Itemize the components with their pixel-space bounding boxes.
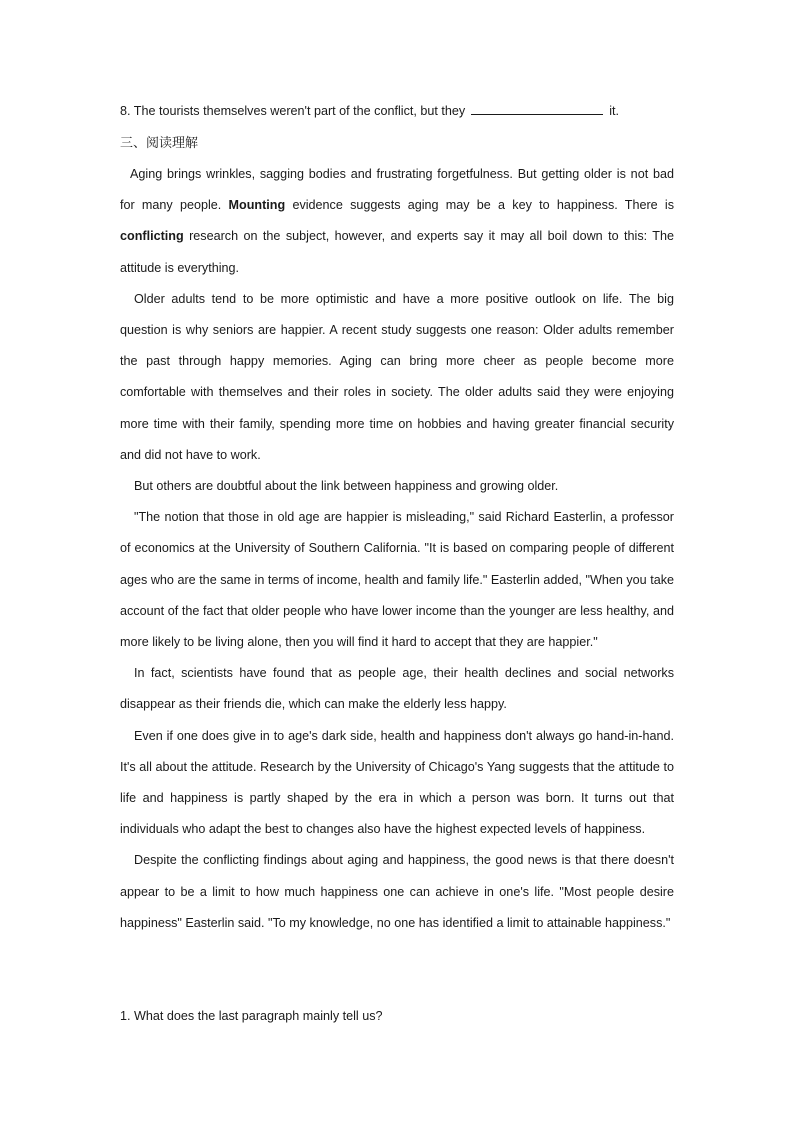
paragraph-2: Older adults tend to be more optimistic and have a more positive outlook on life. The big question is why seniors are happier. A recent study suggests one reason: Older adults remember the past through happy memories. Aging can bring more cheer as people become more comfortable with themselves and their roles in society. The older adults said they were enjoying more time with their family, spending more time on hobbies and having greater financial security and did not have to work. xyxy=(120,291,674,462)
paragraph-1-text-c: evidence suggests aging may be a key to happiness. There is xyxy=(292,198,675,213)
section-title: 三、阅读理解 xyxy=(120,136,199,151)
paragraph-1 xyxy=(120,159,674,284)
question-8 xyxy=(120,96,674,127)
paragraph-1-text-d: research on the subject, however, and experts say it may all boil down to this: The attitude is everything. xyxy=(120,229,675,275)
paragraph-4: "The notion that those in old age are happier is misleading," said Richard Easterlin, a professor of economics at the University of Southern California. "It is based on comparing people of different ages who are the same in terms of income, health and family life." Easterlin added, "When you take account of the fact that older people who have lower income than the younger are less healthy, and more likely to be living alone, then you will find it hard to accept that they are happier." xyxy=(120,510,674,650)
bold-word-mounting: Mounting xyxy=(228,198,286,213)
question-8-tail: it. xyxy=(609,104,619,118)
bold-word-conflicting: conflicting xyxy=(120,229,184,244)
question-8-text: 8. The tourists themselves weren't part of the conflict, but they xyxy=(120,104,466,118)
paragraph-3: But others are doubtful about the link between happiness and growing older. xyxy=(134,479,559,494)
question-1: 1. What does the last paragraph mainly tell us? xyxy=(120,1009,383,1023)
reading-passage xyxy=(120,159,674,939)
paragraph-6: Even if one does give in to age's dark side, health and happiness don't always go hand-in-hand. It's all about the attitude. Research by the University of Chicago's Yang suggests that the attitude to life and happiness is partly shaped by the era in which a person was born. It turns out that individuals who adapt the best to changes also have the highest expected levels of happiness. xyxy=(120,728,674,837)
paragraph-1-text-a: Aging brings wrinkles, sagging bodies and frustrating forgetfulness. But getting older is not bad for many people. xyxy=(120,167,674,213)
paragraph-5: In fact, scientists have found that as people age, their health declines and social networks disappear as their friends die, which can make the elderly less happy. xyxy=(120,666,674,712)
paragraph-7: Despite the conflicting findings about aging and happiness, the good news is that there doesn't appear to be a limit to how much happiness one can achieve in one's life. "Most people desire happiness" Easterlin said. "To my knowledge, no one has identified a limit to attainable happiness." xyxy=(120,853,674,930)
answer-blank[interactable] xyxy=(471,102,603,115)
